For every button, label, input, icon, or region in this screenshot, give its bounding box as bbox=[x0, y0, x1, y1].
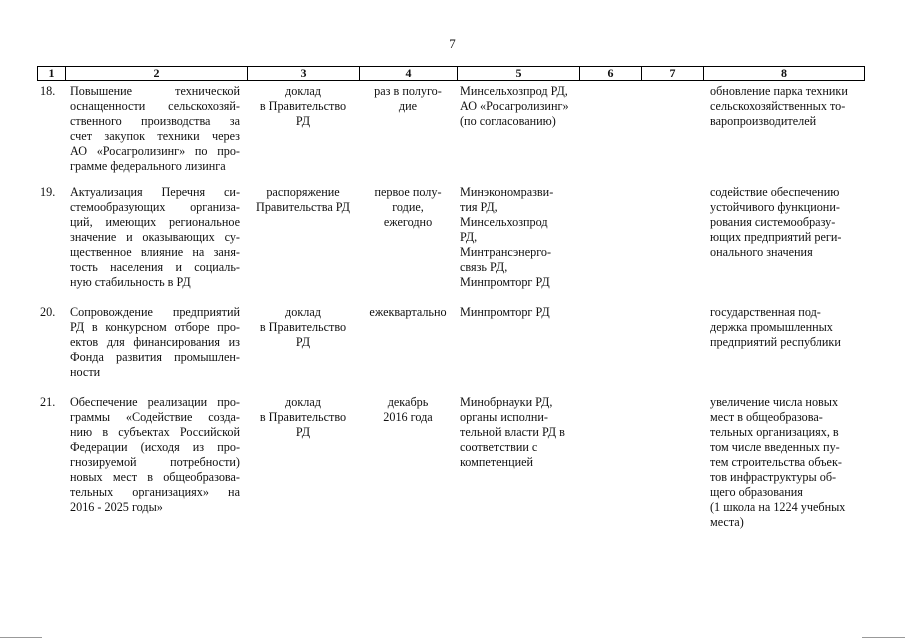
header-col-2: 2 bbox=[66, 67, 248, 80]
executors-line: органы исполни- bbox=[460, 410, 548, 424]
expected-result-line: содействие обеспечению bbox=[710, 185, 840, 199]
completion-form bbox=[250, 395, 356, 440]
page-number: 7 bbox=[449, 36, 456, 51]
row-number: 21. bbox=[40, 395, 56, 409]
row-number: 19. bbox=[40, 185, 56, 199]
measure-name-line: нию в субъектах Российской bbox=[70, 425, 240, 439]
header-col-3: 3 bbox=[248, 67, 360, 80]
measure-name-line: 2016 - 2025 годы» bbox=[70, 500, 163, 514]
expected-result bbox=[710, 395, 864, 530]
measure-name-line: грамме федерального лизинга bbox=[70, 159, 226, 173]
deadline-line: первое полу- bbox=[374, 185, 442, 199]
measure-name bbox=[70, 395, 240, 515]
completion-form-line: Правительства РД bbox=[256, 200, 350, 214]
measure-name-line: оснащенности сельскохозяй- bbox=[70, 99, 240, 113]
expected-result bbox=[710, 84, 864, 129]
measure-name-line: счет закупок техники через bbox=[70, 129, 240, 143]
expected-result-line: места) bbox=[710, 515, 744, 529]
header-col-7: 7 bbox=[642, 67, 704, 80]
measure-name-line: тельных организациях» на bbox=[70, 485, 240, 499]
executors bbox=[460, 185, 582, 290]
deadline bbox=[362, 84, 454, 114]
completion-form bbox=[250, 84, 356, 129]
deadline bbox=[362, 185, 454, 230]
expected-result-line: варопроизводителей bbox=[710, 114, 817, 128]
measure-name-line: АО «Росагролизинг» по про- bbox=[70, 144, 240, 158]
footer-rule-right bbox=[862, 637, 905, 638]
executors bbox=[460, 395, 582, 470]
table-header bbox=[37, 66, 865, 81]
executors bbox=[460, 84, 582, 129]
executors-line: Минпромторг РД bbox=[460, 275, 550, 289]
measure-name-line: новых мест в общеобразова- bbox=[70, 470, 240, 484]
completion-form-line: распоряжение bbox=[266, 185, 340, 199]
row-number: 18. bbox=[40, 84, 56, 98]
executors-line: Минтрансэнерго- bbox=[460, 245, 552, 259]
expected-result-line: предприятий республики bbox=[710, 335, 841, 349]
executors-line: тия РД, bbox=[460, 200, 498, 214]
measure-name-line: стемообразующих организа- bbox=[70, 200, 240, 214]
executors-line: компетенцией bbox=[460, 455, 534, 469]
expected-result-line: государственная под- bbox=[710, 305, 821, 319]
deadline-line: 2016 года bbox=[383, 410, 433, 424]
measure-name-line: ций, имеющих региональное bbox=[70, 215, 240, 229]
expected-result-line: онального значения bbox=[710, 245, 813, 259]
expected-result-line: тем строительства объек- bbox=[710, 455, 842, 469]
measure-name-line: Федерации (исходя из про- bbox=[70, 440, 240, 454]
expected-result bbox=[710, 185, 864, 260]
executors-line: тельной власти РД в bbox=[460, 425, 565, 439]
measure-name-line: Актуализация Перечня си- bbox=[70, 185, 240, 199]
measure-name-line: ную стабильность в РД bbox=[70, 275, 191, 289]
header-col-5: 5 bbox=[458, 67, 580, 80]
completion-form-line: в Правительство bbox=[259, 410, 347, 424]
measure-name-line: Повышение технической bbox=[70, 84, 240, 98]
completion-form-line: доклад bbox=[285, 305, 321, 319]
executors-line: (по согласованию) bbox=[460, 114, 556, 128]
header-col-4: 4 bbox=[360, 67, 458, 80]
measure-name-line: значение и оказывающих су- bbox=[70, 230, 240, 244]
executors bbox=[460, 305, 582, 320]
deadline bbox=[362, 305, 454, 320]
completion-form-line: РД bbox=[295, 335, 311, 349]
header-col-8: 8 bbox=[704, 67, 865, 80]
executors-line: Минэкономразви- bbox=[460, 185, 554, 199]
expected-result-line: рования системообразу- bbox=[710, 215, 836, 229]
expected-result-line: том числе введенных пу- bbox=[710, 440, 840, 454]
row-number: 20. bbox=[40, 305, 56, 319]
completion-form bbox=[250, 305, 356, 350]
executors-line: Минобрнауки РД, bbox=[460, 395, 553, 409]
measure-name-line: граммы «Содействие созда- bbox=[70, 410, 240, 424]
executors-line: связь РД, bbox=[460, 260, 508, 274]
measure-name bbox=[70, 84, 240, 174]
deadline-line: дие bbox=[398, 99, 418, 113]
measure-name-line: тость населения и социаль- bbox=[70, 260, 240, 274]
measure-name-line: щественное влияние на заня- bbox=[70, 245, 240, 259]
deadline-line: ежегодно bbox=[383, 215, 433, 229]
completion-form-line: доклад bbox=[285, 395, 321, 409]
measure-name bbox=[70, 305, 240, 380]
header-col-6: 6 bbox=[580, 67, 642, 80]
expected-result-line: увеличение числа новых bbox=[710, 395, 839, 409]
header-col-1: 1 bbox=[38, 67, 66, 80]
measure-name-line: гнозируемой потребности) bbox=[70, 455, 240, 469]
measure-name-line: ственного производства за bbox=[70, 114, 240, 128]
measure-name-line: Сопровождение предприятий bbox=[70, 305, 240, 319]
deadline-line: ежеквартально bbox=[369, 305, 447, 319]
expected-result bbox=[710, 305, 864, 350]
expected-result-line: тельных организациях, в bbox=[710, 425, 839, 439]
executors-line: Минпромторг РД bbox=[460, 305, 550, 319]
executors-line: Минсельхозпрод bbox=[460, 215, 548, 229]
footer-rule-left bbox=[0, 637, 42, 638]
expected-result-line: мест в общеобразова- bbox=[710, 410, 823, 424]
expected-result-line: щего образования bbox=[710, 485, 803, 499]
completion-form-line: РД bbox=[295, 425, 311, 439]
executors-line: РД, bbox=[460, 230, 478, 244]
measure-name bbox=[70, 185, 240, 290]
completion-form-line: РД bbox=[295, 114, 311, 128]
executors-line: Минсельхозпрод РД, bbox=[460, 84, 568, 98]
completion-form-line: доклад bbox=[285, 84, 321, 98]
measure-name-line: ектов для финансирования из bbox=[70, 335, 240, 349]
expected-result-line: ющих предприятий реги- bbox=[710, 230, 842, 244]
executors-line: соответствии с bbox=[460, 440, 538, 454]
expected-result-line: устойчивого функциони- bbox=[710, 200, 840, 214]
measure-name-line: Обеспечение реализации про- bbox=[70, 395, 240, 409]
measure-name-line: ности bbox=[70, 365, 101, 379]
measure-name-line: Фонда развития промышлен- bbox=[70, 350, 240, 364]
completion-form-line: в Правительство bbox=[259, 320, 347, 334]
expected-result-line: сельскохозяйственных то- bbox=[710, 99, 846, 113]
completion-form bbox=[250, 185, 356, 215]
deadline-line: раз в полуго- bbox=[374, 84, 442, 98]
expected-result-line: тов инфраструктуры об- bbox=[710, 470, 837, 484]
expected-result-line: обновление парка техники bbox=[710, 84, 848, 98]
expected-result-line: держка промышленных bbox=[710, 320, 833, 334]
executors-line: АО «Росагролизинг» bbox=[460, 99, 569, 113]
measure-name-line: РД в конкурсном отборе про- bbox=[70, 320, 240, 334]
deadline-line: декабрь bbox=[387, 395, 429, 409]
expected-result-line: (1 школа на 1224 учебных bbox=[710, 500, 846, 514]
deadline-line: годие, bbox=[392, 200, 424, 214]
completion-form-line: в Правительство bbox=[259, 99, 347, 113]
deadline bbox=[362, 395, 454, 425]
